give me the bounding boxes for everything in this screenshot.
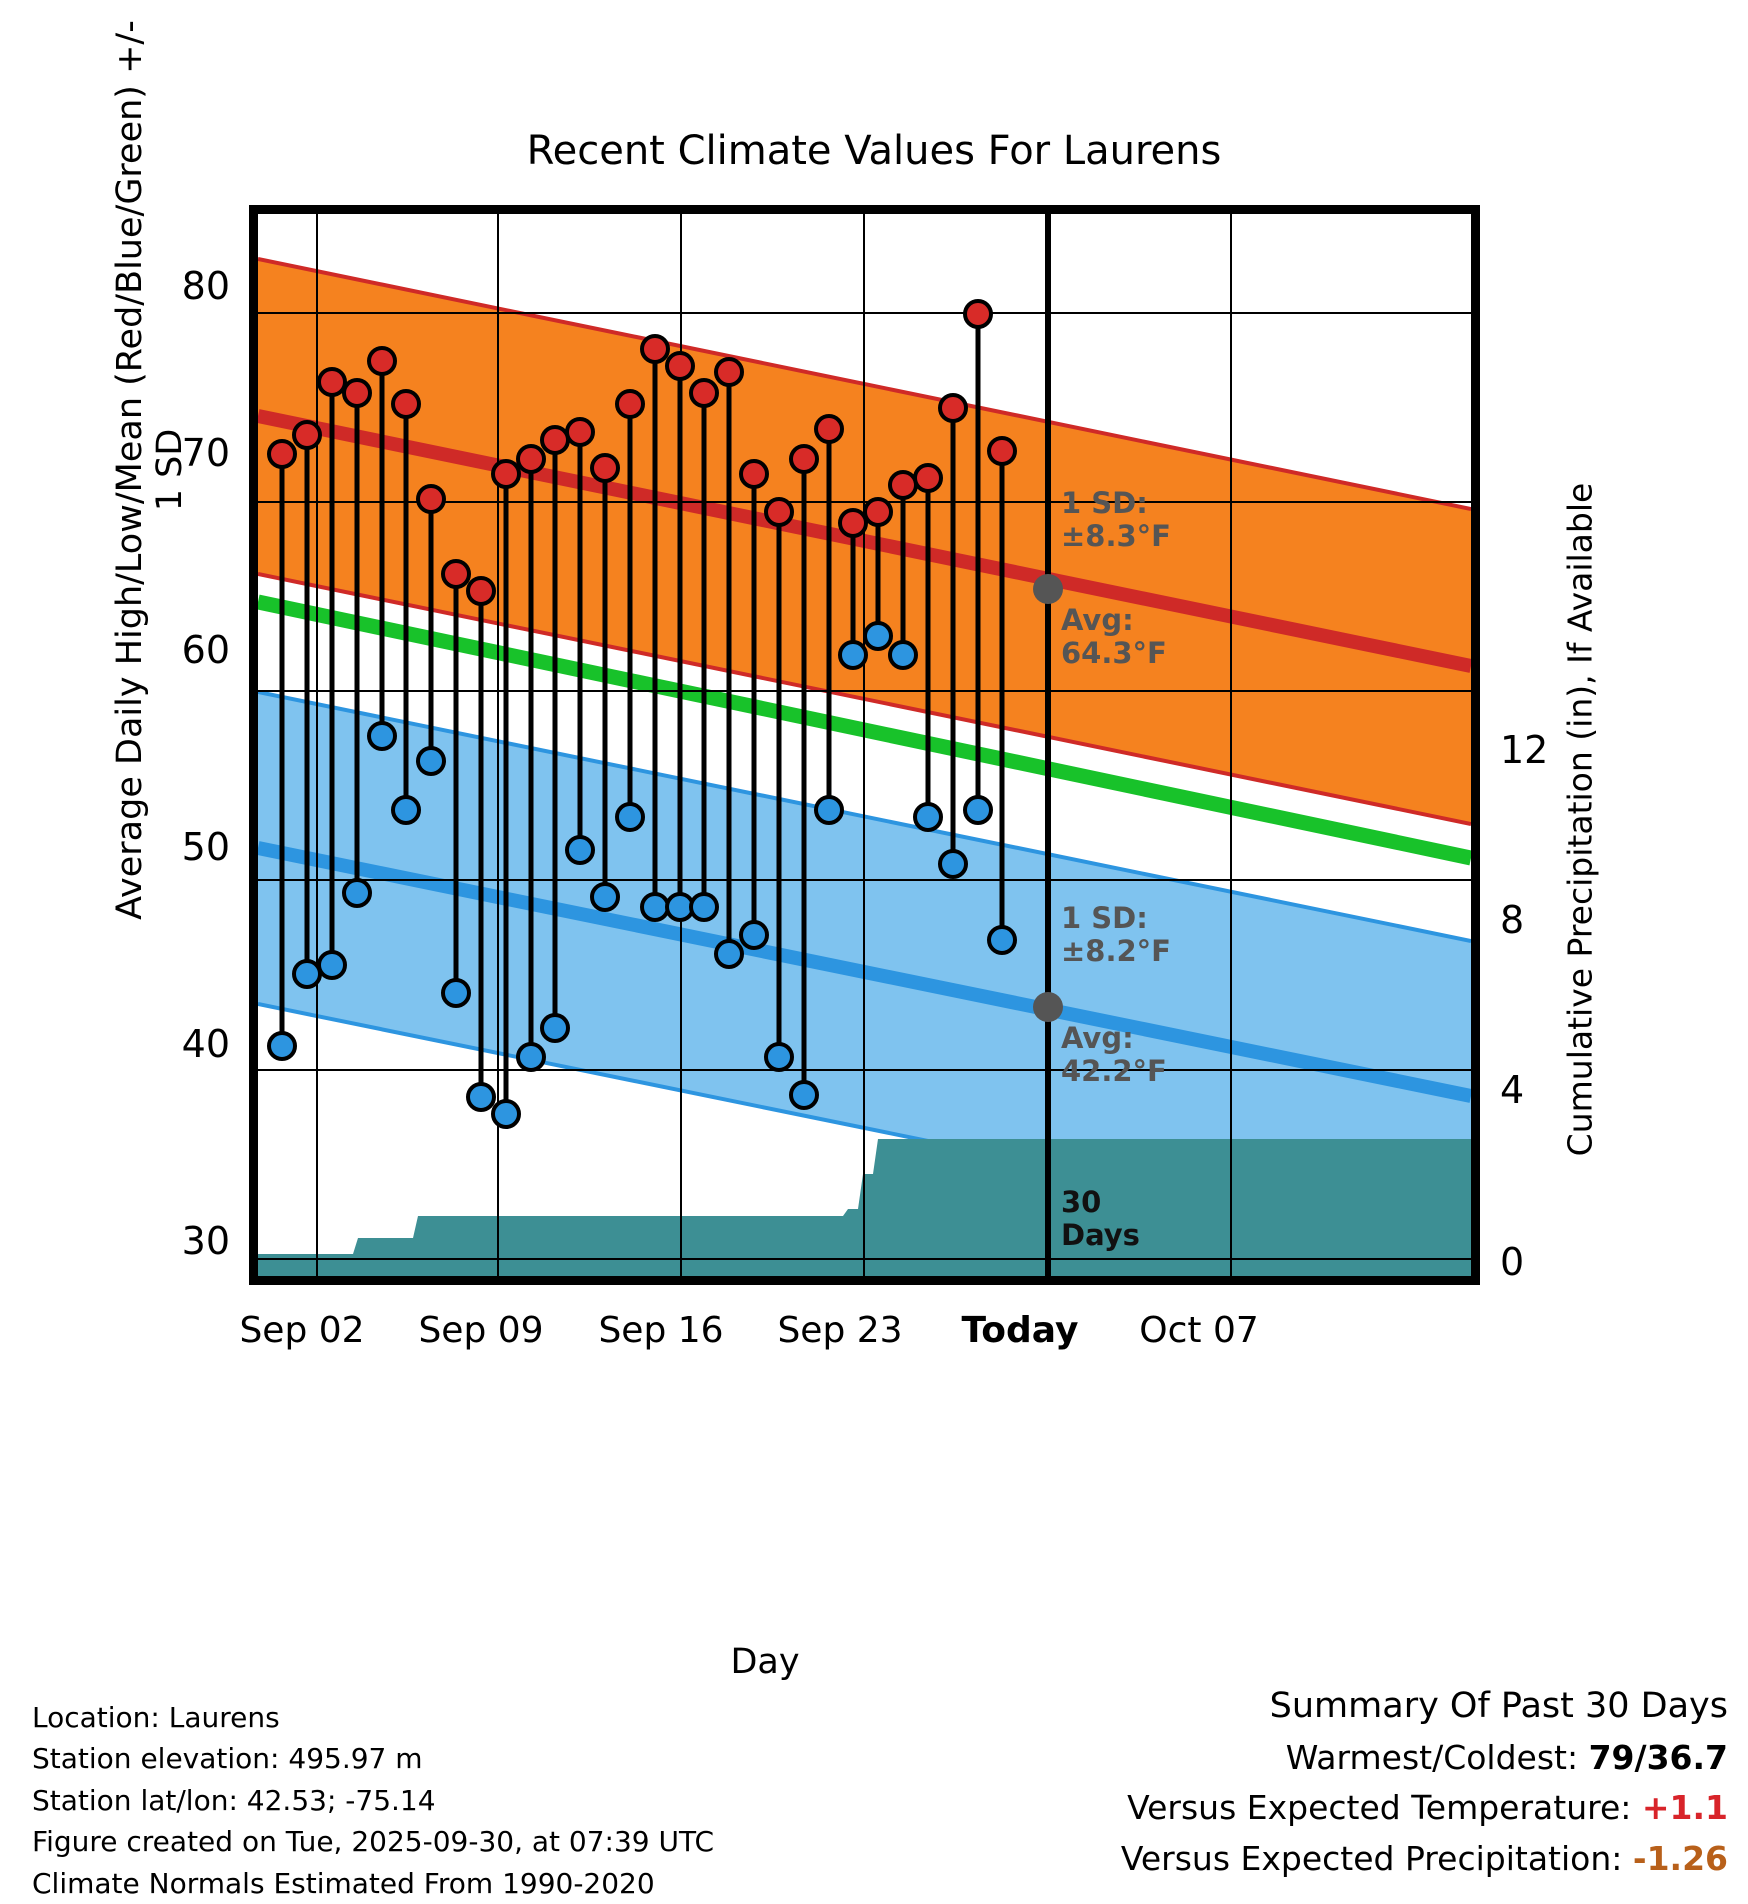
low-avg-annotation (1061, 1022, 1167, 1089)
high-avg-label: Avg: (1061, 603, 1134, 637)
x-tick-today: Today (961, 1310, 1079, 1351)
low-sd-value: ±8.2°F (1061, 934, 1171, 969)
chart-svg (258, 214, 1471, 1276)
high-sd-value: ±8.3°F (1061, 519, 1171, 554)
today-low-avg-marker (1033, 992, 1063, 1022)
summary-label-warmest: Warmest/Coldest: (1285, 1738, 1579, 1778)
y-tick-left-80: 80 (181, 264, 230, 308)
metadata-created: Figure created on Tue, 2025-09-30, at 07:39 UTC (32, 1825, 715, 1859)
y-tick-left-30: 30 (181, 1219, 230, 1263)
summary-label-precipitation: Versus Expected Precipitation: (1120, 1838, 1623, 1878)
summary-row-temperature (1121, 1783, 1728, 1833)
high-avg-value: 64.3°F (1061, 636, 1167, 671)
summary-value-precipitation: -1.26 (1632, 1838, 1728, 1878)
page-title: Recent Climate Values For Laurens (526, 128, 1222, 174)
high-sd-annotation (1061, 487, 1171, 554)
climate-chart-plot (249, 205, 1480, 1285)
metadata-location: Location: Laurens (32, 1701, 280, 1734)
y-axis-label-left: Average Daily High/Low/Mean (Red/Blue/Green) +/- 1 SD (110, 20, 190, 920)
days-window-annotation (1061, 1186, 1140, 1253)
y-tick-right-4: 4 (1500, 1068, 1525, 1112)
low-avg-label: Avg: (1061, 1021, 1134, 1055)
high-avg-annotation (1061, 604, 1167, 671)
x-tick-sep-23: Sep 23 (777, 1310, 903, 1351)
y-tick-left-40: 40 (181, 1022, 230, 1066)
x-axis-label: Day (730, 1642, 800, 1682)
x-tick-sep-02: Sep 02 (239, 1310, 365, 1351)
x-tick-oct-07: Oct 07 (1139, 1310, 1259, 1351)
summary-row-precipitation (1121, 1834, 1728, 1884)
y-tick-right-8: 8 (1500, 898, 1525, 942)
summary-label-temperature: Versus Expected Temperature: (1127, 1788, 1632, 1828)
low-sd-annotation (1061, 902, 1171, 969)
x-tick-sep-09: Sep 09 (418, 1310, 544, 1351)
summary-value-warmest: 79/36.7 (1588, 1738, 1728, 1778)
y-axis-label-right: Cumulative Precipitation (in), If Available (1560, 482, 1600, 1157)
metadata-latlon: Station lat/lon: 42.53; -75.14 (32, 1783, 436, 1817)
y-tick-left-60: 60 (181, 628, 230, 672)
y-tick-left-70: 70 (181, 431, 230, 475)
summary-title: Summary Of Past 30 Days (1269, 1686, 1728, 1726)
summary-row-warmest (1121, 1733, 1728, 1783)
summary-block (1121, 1680, 1728, 1884)
x-tick-sep-16: Sep 16 (598, 1310, 724, 1351)
metadata-elevation: Station elevation: 495.97 m (32, 1742, 423, 1776)
low-sd-label: 1 SD: (1061, 901, 1148, 935)
summary-value-temperature: +1.1 (1641, 1788, 1728, 1828)
today-high-avg-marker (1033, 574, 1063, 604)
days-count: 30 (1061, 1185, 1102, 1219)
days-word: Days (1061, 1218, 1140, 1253)
y-tick-right-0: 0 (1500, 1240, 1525, 1284)
y-tick-left-50: 50 (181, 825, 230, 869)
high-sd-label: 1 SD: (1061, 486, 1148, 520)
low-avg-value: 42.2°F (1061, 1054, 1167, 1089)
metadata-block (32, 1697, 714, 1904)
y-tick-right-12: 12 (1500, 728, 1549, 772)
metadata-normals: Climate Normals Estimated From 1990-2020 (32, 1866, 655, 1900)
